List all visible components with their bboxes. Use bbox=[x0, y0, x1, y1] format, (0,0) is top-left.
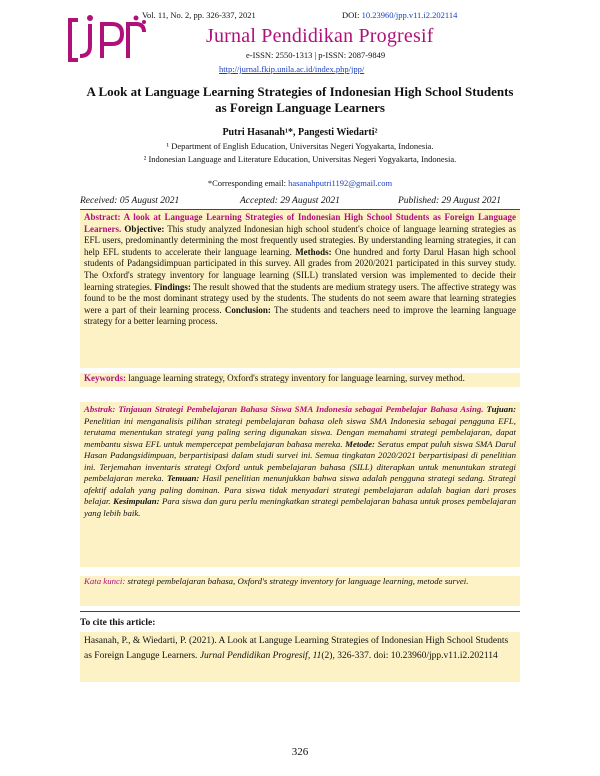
kata-kunci-text: strategi pembelajaran bahasa, Oxford's strategy inventory for language learning, metode survei. bbox=[127, 576, 469, 586]
kata-kunci bbox=[80, 576, 520, 606]
tujuan-label: Tujuan: bbox=[486, 404, 517, 414]
doi-link[interactable]: 10.23960/jpp.v11.i2.202114 bbox=[361, 10, 458, 20]
volume-info: Vol. 11, No. 2, pp. 326-337, 2021 bbox=[142, 10, 256, 20]
methods-text: One hundred and forty Darul Hasan high school students of Padangsidimpuan participated in this survey. All grades from 2020/2021 participated in this survey study. The Oxford's strategy inventory for language learning (SILL) translated version was implemented to decide their learning strategies. bbox=[84, 246, 516, 292]
objective-label: Objective: bbox=[124, 223, 165, 234]
issn: e-ISSN: 2550-1313 | p-ISSN: 2087-9849 bbox=[246, 50, 386, 60]
temuan-text: Hasil penelitian menunjukkan bahwa siswa adalah pengguna strategi sedang. Strategi afektif adalah yang paling dominan. Para siswa tidak menyadari strategi pembelajaran adalah bagian dari proses belajar. bbox=[84, 473, 517, 506]
citation-volume: 11 bbox=[312, 651, 322, 661]
tujuan-text: Penelitian ini menganalisis pilihan strategi pembelajaran bahasa oleh siswa SMA Indonesia sebagai pengguna EFL, terutama menentukan strategi yang paling sering digunakan siswa. Dengan memahami strategi pembelajaran, dapat membantu siswa EFL untuk mempercepat pembelajaran bahasa mereka. bbox=[84, 415, 516, 449]
affiliation-2: ² Indonesian Language and Literature Education, Universitas Negeri Yogyakarta, Indonesia. bbox=[143, 154, 457, 164]
corresponding-label: *Corresponding email: bbox=[207, 178, 286, 188]
findings-label: Findings: bbox=[154, 281, 191, 292]
page-number: 326 bbox=[291, 746, 309, 758]
methods-label: Methods: bbox=[295, 246, 332, 257]
abstrak bbox=[80, 402, 520, 567]
findings-text: The result showed that the students are medium strategy users. The affective strategy was found to be the most dominant strategy used by the students. The students do not seem aware that learning strategies were a part of their learning process. bbox=[84, 281, 516, 315]
corresponding-email bbox=[0, 178, 600, 188]
abstract-heading: Abstract: A look at Language Learning Strategies of Indonesian High School Students as Foreign Language Learners. bbox=[84, 212, 516, 234]
email-link[interactable]: hasanahputri1192@gmail.com bbox=[288, 178, 393, 188]
paper-title: A Look at Language Learning Strategies of Indonesian High School Students as Foreign Language Learners bbox=[86, 84, 514, 115]
objective-text: This study analyzed Indonesian high school student's choice of language learning strategies as EFL users, predominantly determining the most frequently used strategies. By understanding learning strategies, it can help EFL students to accelerate their language learning. bbox=[84, 223, 517, 257]
keywords-text: language learning strategy, Oxford's strategy inventory for language learning, survey method. bbox=[128, 373, 465, 383]
abstract bbox=[80, 210, 520, 368]
authors: Putri Hasanah¹*, Pangesti Wiedarti² bbox=[222, 127, 378, 138]
kesimpulan-text: Para siswa dan guru perlu meningkatkan strategi pembelajaran bahasa untuk proses pembelajaran yang lebih baik. bbox=[84, 496, 516, 518]
journal-title: Jurnal Pendidikan Progresif bbox=[206, 25, 434, 47]
citation-pages: (2), 326-337. doi: 10.23960/jpp.v11.i2.202114 bbox=[321, 651, 498, 661]
citation-heading: To cite this article: bbox=[80, 618, 156, 628]
divider bbox=[80, 611, 520, 612]
conclusion-text: The students and teachers need to improve the learning language strategy for a better learning process. bbox=[84, 304, 516, 327]
accepted-date: Accepted: 29 August 2021 bbox=[240, 196, 340, 206]
conclusion-label: Conclusion: bbox=[224, 304, 271, 315]
journal-logo bbox=[64, 14, 150, 66]
affiliation-1: ¹ Department of English Education, Universitas Negeri Yogyakarta, Indonesia. bbox=[166, 141, 434, 151]
metode-text: Seratus empat puluh siswa SMA Darul Hasan Padangsidimpuan, berpartisipasi dalam studi survei ini. Semua tingkatan 2020/2021 berpartisipasi di penelitian ini. Terjemahan inventaris strategi Oxford untuk pembelajaran bahasa (SILL) diterapkan untuk menuntukan strategi pembelajaran mereka. bbox=[84, 438, 516, 483]
doi-label: DOI: bbox=[342, 10, 360, 20]
abstrak-heading: Abstrak: Tinjauan Strategi Pembelajaran Bahasa Siswa SMA Indonesia sebagai Pembelajar Bahasa Asing. bbox=[84, 404, 484, 414]
keywords bbox=[80, 373, 520, 387]
citation-text: Hasanah, P., & Wiedarti, P. (2021). A Look at Languge Learning Strategies of Indonesian High School Students as Foreign Languge Learners. bbox=[84, 636, 509, 661]
received-date: Received: 05 August 2021 bbox=[80, 196, 180, 206]
published-date: Published: 29 August 2021 bbox=[398, 196, 502, 206]
journal-url[interactable]: http://jurnal.fkip.unila.ac.id/index.php/jpp/ bbox=[219, 64, 365, 74]
kata-kunci-label: Kata kunci: bbox=[84, 576, 126, 586]
citation bbox=[80, 632, 520, 682]
doi-line bbox=[342, 10, 457, 20]
metode-label: Metode: bbox=[345, 438, 375, 449]
temuan-label: Temuan: bbox=[166, 473, 200, 483]
citation-journal: Jurnal Pendidikan Progresif, bbox=[199, 651, 311, 661]
keywords-label: Keywords: bbox=[84, 373, 126, 383]
kesimpulan-label: Kesimpulan: bbox=[113, 496, 160, 506]
